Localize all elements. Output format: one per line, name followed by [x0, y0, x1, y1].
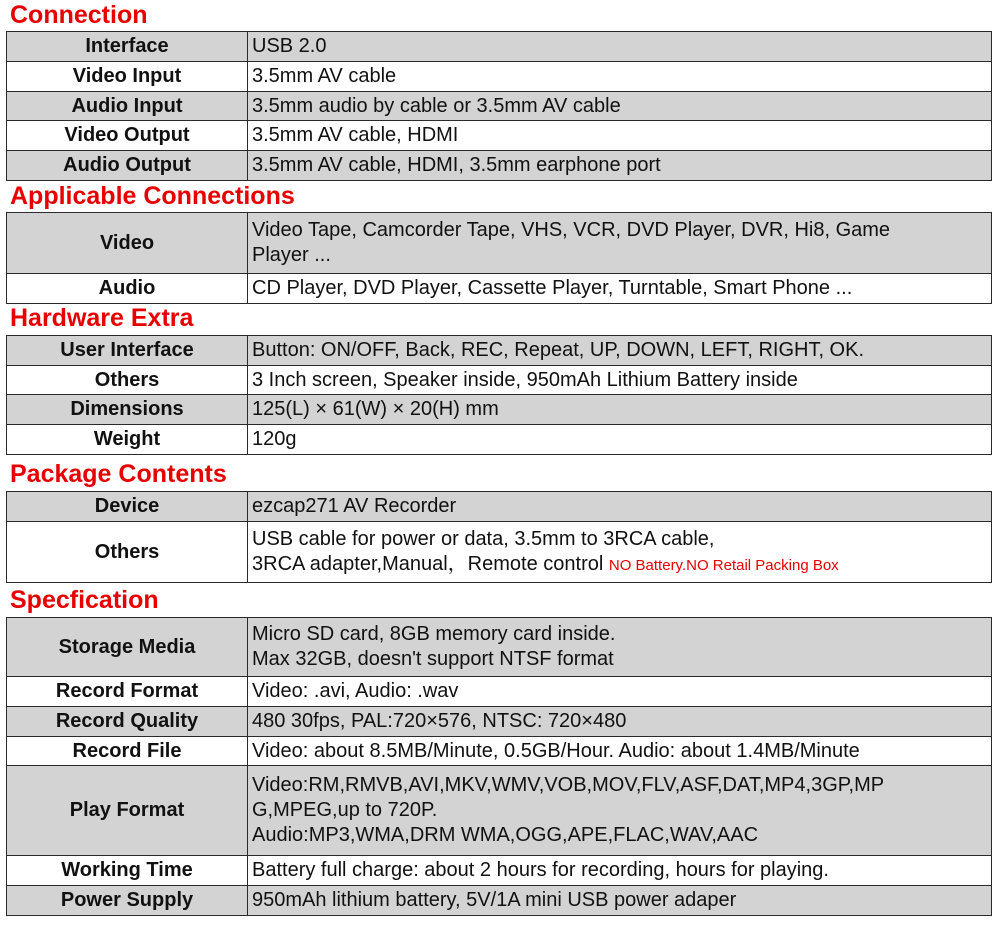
table-row: [7, 425, 992, 455]
row-value: 3.5mm AV cable, HDMI: [248, 121, 992, 151]
row-value: USB cable for power or data, 3.5mm to 3RCA cable, 3RCA adapter,Manual，Remote control NO Battery.NO Retail Packing Box: [248, 522, 992, 583]
table-row: [7, 366, 992, 395]
row-label: Record Format: [7, 677, 248, 707]
row-value: Video: about 8.5MB/Minute, 0.5GB/Hour. Audio: about 1.4MB/Minute: [248, 737, 992, 766]
row-value: 480 30fps, PAL:720×576, NTSC: 720×480: [248, 707, 992, 737]
table-row: [7, 121, 992, 151]
row-label: Interface: [7, 32, 248, 62]
row-label: Audio Output: [7, 151, 248, 181]
table-row: [7, 492, 992, 522]
table-row: [7, 336, 992, 366]
table-row: [7, 151, 992, 181]
row-value: 120g: [248, 425, 992, 455]
row-value: Micro SD card, 8GB memory card inside. Max 32GB, doesn't support NTSF format: [248, 618, 992, 677]
row-label: Others: [7, 522, 248, 583]
table-row: [7, 856, 992, 886]
row-label: Storage Media: [7, 618, 248, 677]
table-row: [7, 707, 992, 737]
table-row: [7, 32, 992, 62]
row-label: Dimensions: [7, 395, 248, 425]
table-row: [7, 677, 992, 707]
specfication-table: [6, 617, 992, 916]
row-value: 3.5mm AV cable, HDMI, 3.5mm earphone port: [248, 151, 992, 181]
row-label: Video Input: [7, 62, 248, 92]
section-title-package-contents: Package Contents: [10, 460, 227, 488]
row-label: Weight: [7, 425, 248, 455]
row-value: 3.5mm AV cable: [248, 62, 992, 92]
row-label: Device: [7, 492, 248, 522]
row-value: CD Player, DVD Player, Cassette Player, Turntable, Smart Phone ...: [248, 274, 992, 304]
applicable-connections-table: [6, 212, 992, 304]
package-contents-table: [6, 491, 992, 583]
row-label: Audio: [7, 274, 248, 304]
row-value: 125(L) × 61(W) × 20(H) mm: [248, 395, 992, 425]
table-row: [7, 213, 992, 274]
row-label: Power Supply: [7, 886, 248, 916]
row-label: Others: [7, 366, 248, 395]
row-label: Working Time: [7, 856, 248, 886]
package-note: NO Battery.NO Retail Packing Box: [608, 556, 839, 574]
section-title-hardware-extra: Hardware Extra: [10, 304, 194, 332]
table-row: [7, 766, 992, 856]
row-value: 3 Inch screen, Speaker inside, 950mAh Lithium Battery inside: [248, 366, 992, 395]
row-value: Video: .avi, Audio: .wav: [248, 677, 992, 707]
table-row: [7, 395, 992, 425]
row-label: Record File: [7, 737, 248, 766]
row-value: 950mAh lithium battery, 5V/1A mini USB power adaper: [248, 886, 992, 916]
table-row: [7, 274, 992, 304]
row-label: User Interface: [7, 336, 248, 366]
table-row: [7, 92, 992, 121]
row-label: Play Format: [7, 766, 248, 856]
row-value: 3.5mm audio by cable or 3.5mm AV cable: [248, 92, 992, 121]
connection-table: [6, 31, 992, 181]
table-row: [7, 886, 992, 916]
row-label: Video Output: [7, 121, 248, 151]
section-title-connection: Connection: [10, 1, 148, 29]
row-value: Button: ON/OFF, Back, REC, Repeat, UP, DOWN, LEFT, RIGHT, OK.: [248, 336, 992, 366]
table-row: [7, 737, 992, 766]
section-title-applicable-connections: Applicable Connections: [10, 182, 295, 210]
row-label: Video: [7, 213, 248, 274]
row-label: Audio Input: [7, 92, 248, 121]
table-row: [7, 522, 992, 583]
table-row: [7, 618, 992, 677]
row-value: USB 2.0: [248, 32, 992, 62]
section-title-specfication: Specfication: [10, 586, 159, 614]
row-value: Video:RM,RMVB,AVI,MKV,WMV,VOB,MOV,FLV,ASF,DAT,MP4,3GP,MP G,MPEG,up to 720P. Audio:MP3,WMA,DRM WMA,OGG,APE,FLAC,WAV,AAC: [248, 766, 992, 856]
row-value: ezcap271 AV Recorder: [248, 492, 992, 522]
row-value: Video Tape, Camcorder Tape, VHS, VCR, DVD Player, DVR, Hi8, Game Player ...: [248, 213, 992, 274]
hardware-extra-table: [6, 335, 992, 455]
row-label: Record Quality: [7, 707, 248, 737]
row-value: Battery full charge: about 2 hours for recording, hours for playing.: [248, 856, 992, 886]
table-row: [7, 62, 992, 92]
